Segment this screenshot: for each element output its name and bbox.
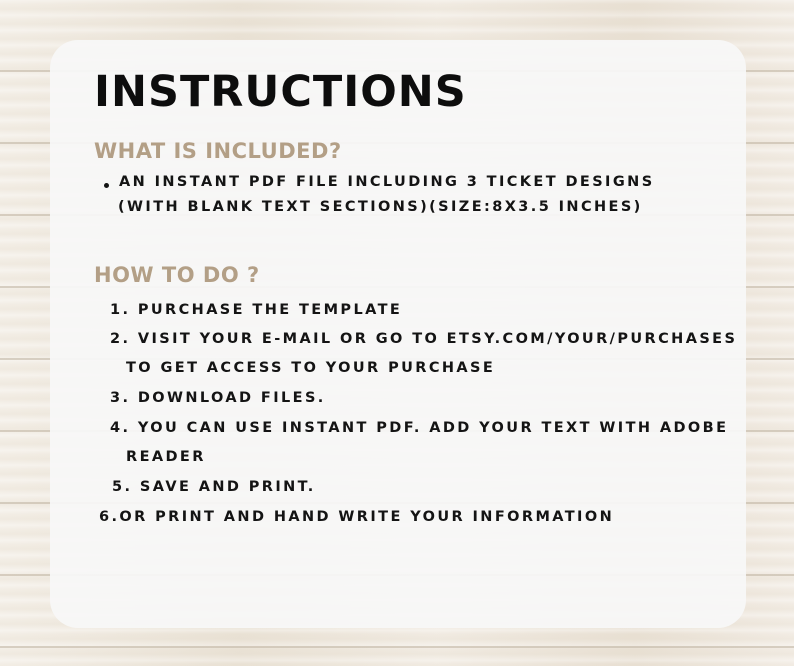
bullet-dot-icon — [104, 183, 109, 188]
included-item-line1: AN INSTANT PDF FILE INCLUDING 3 TICKET DESIGNS — [119, 174, 655, 190]
step-6: 6.OR PRINT AND HAND WRITE YOUR INFORMATION — [99, 509, 615, 525]
page-title: INSTRUCTIONS — [94, 67, 467, 117]
step-2-line1: 2. VISIT YOUR E-MAIL OR GO TO ETSY.COM/YOUR/PURCHASES — [110, 331, 738, 347]
included-item-line2: (WITH BLANK TEXT SECTIONS)(SIZE:8X3.5 INCHES) — [118, 199, 643, 215]
step-3: 3. DOWNLOAD FILES. — [110, 390, 326, 406]
step-5: 5. SAVE AND PRINT. — [112, 479, 316, 495]
step-1: 1. PURCHASE THE TEMPLATE — [110, 302, 403, 318]
step-2-line2: TO GET ACCESS TO YOUR PURCHASE — [126, 360, 496, 376]
step-4-line2: READER — [126, 449, 206, 465]
included-heading: WHAT IS INCLUDED? — [94, 139, 342, 163]
step-4-line1: 4. YOU CAN USE INSTANT PDF. ADD YOUR TEXT WITH ADOBE — [110, 420, 729, 436]
howto-heading: HOW TO DO ? — [94, 263, 260, 287]
